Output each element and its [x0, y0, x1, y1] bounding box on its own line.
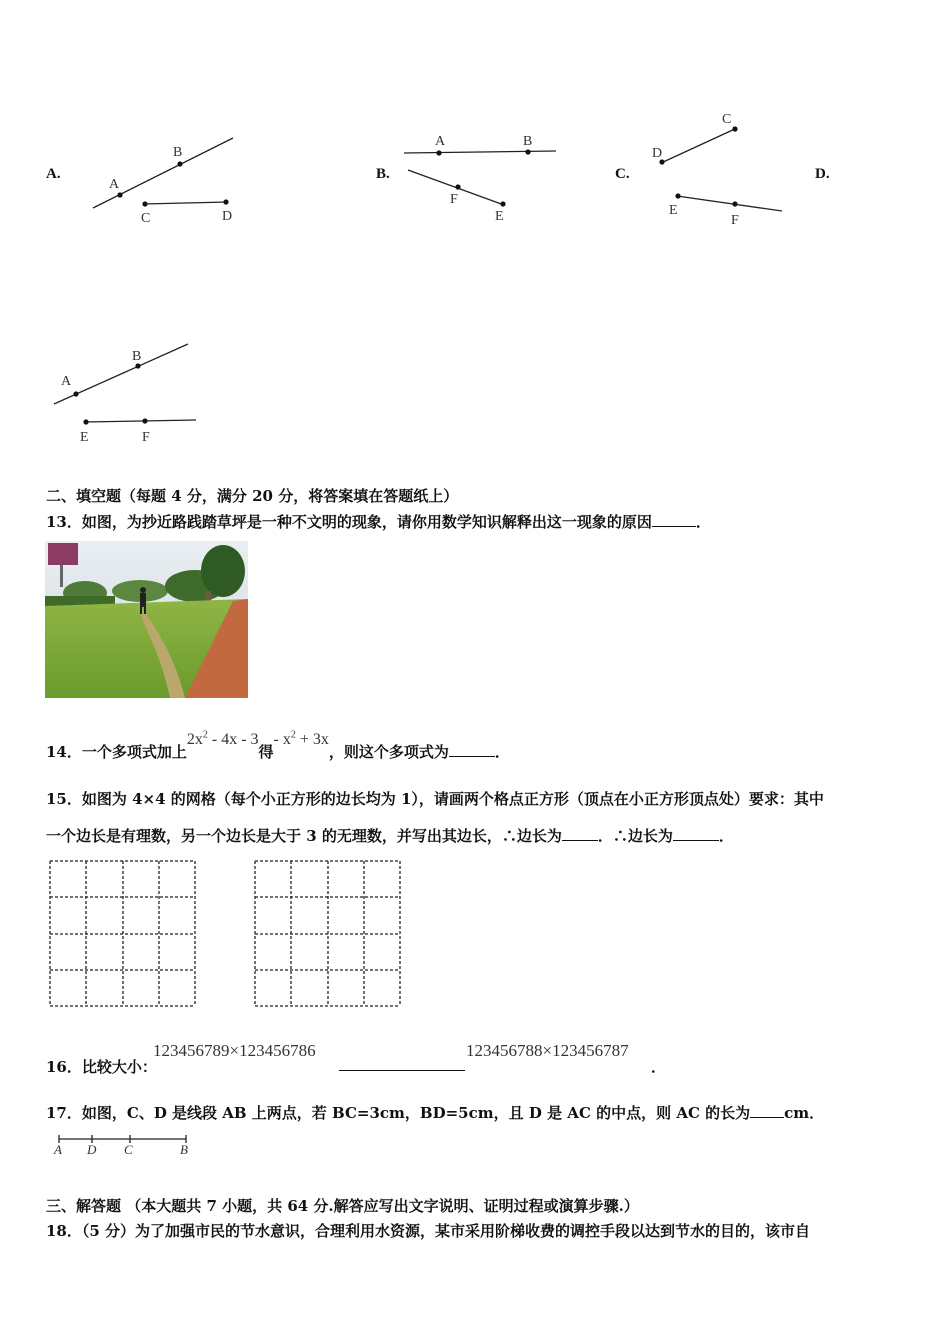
label-point-a: A	[61, 374, 72, 389]
product-right: 123456788×123456787	[466, 1041, 629, 1060]
question-15-line-2: 一个边长是有理数，另一个边长是大于 3 的无理数，并写出其边长，∴边长为 ．∴边长为 ．	[46, 827, 734, 845]
question-14	[46, 728, 510, 761]
grid-4x4-right	[253, 859, 403, 1009]
comparison-blank	[339, 1070, 465, 1071]
segment-ab-figure	[50, 1130, 200, 1158]
label-point-b: B	[180, 1142, 188, 1157]
question-17: 17．如图，C、D 是线段 AB 上两点，若 BC=3cm，BD=5cm，且 D 是 AC 的中点，则 AC 的长为 cm．	[46, 1104, 825, 1122]
label-point-e: E	[669, 203, 678, 218]
label-point-d: D	[222, 209, 233, 224]
answer-blank	[449, 744, 495, 757]
label-point-a: A	[109, 177, 120, 192]
label-point-e: E	[80, 430, 89, 445]
label-point-b: B	[523, 134, 533, 149]
grid-4x4-left	[48, 859, 198, 1009]
question-14-end: ．	[494, 743, 510, 761]
label-point-e: E	[495, 209, 504, 224]
label-point-b: B	[132, 349, 142, 364]
option-d-label: D.	[815, 166, 830, 182]
answer-blank-2	[673, 828, 719, 841]
expression-added: $2x^2 - 4x - 3$	[186, 729, 259, 748]
question-16-prefix: 16．比较大小：	[46, 1058, 157, 1076]
label-point-c: C	[722, 112, 732, 127]
question-16-end: ．	[651, 1058, 667, 1076]
question-13-end: ．	[695, 513, 711, 531]
question-14-suffix: ，则这个多项式为	[328, 743, 449, 761]
label-point-d: D	[87, 1142, 97, 1157]
label-point-b: B	[173, 145, 183, 160]
answer-blank	[750, 1105, 784, 1118]
question-13	[46, 511, 711, 532]
answer-blank-1	[562, 828, 598, 841]
lawn-path-photo	[45, 541, 248, 698]
label-point-c: C	[124, 1142, 133, 1157]
product-left: 123456789×123456786	[153, 1041, 316, 1060]
label-point-d: D	[652, 146, 663, 161]
label-point-f: F	[450, 192, 458, 207]
question-15-line-1: 15．如图为 4×4 的网格（每个小正方形的边长均为 1），请画两个格点正方形（顶点在小正方形顶点处）要求：其中	[46, 790, 824, 808]
label-point-f: F	[731, 213, 739, 228]
option-c-figure	[645, 108, 795, 233]
section-2-heading: 二、填空题（每题 4 分，满分 20 分，将答案填在答题纸上）	[46, 487, 459, 505]
label-point-a: A	[54, 1142, 62, 1157]
option-c-label: C.	[615, 166, 630, 182]
question-13-text: 13．如图，为抄近路践踏草坪是一种不文明的现象，请你用数学知识解释出这一现象的原因	[46, 513, 652, 531]
option-b-figure	[400, 128, 565, 228]
label-point-c: C	[141, 211, 151, 226]
option-a-label: A.	[46, 166, 61, 182]
label-point-a: A	[435, 134, 446, 149]
label-point-f: F	[142, 430, 150, 445]
question-14-prefix: 14．一个多项式加上	[46, 743, 187, 761]
expression-result: - $x^2 + 3x$	[273, 729, 329, 748]
question-14-mid: 得	[258, 743, 274, 761]
question-18: 18．（5 分）为了加强市民的节水意识，合理利用水资源，某市采用阶梯收费的调控手段以达到节水的目的，该市自	[46, 1222, 811, 1240]
section-3-heading: 三、解答题 （本大题共 7 小题，共 64 分.解答应写出文字说明、证明过程或演算步骤.）	[46, 1197, 639, 1215]
option-b-label: B.	[376, 166, 390, 182]
option-d-figure	[48, 338, 208, 448]
option-a-figure	[85, 130, 245, 230]
answer-blank	[652, 514, 696, 527]
